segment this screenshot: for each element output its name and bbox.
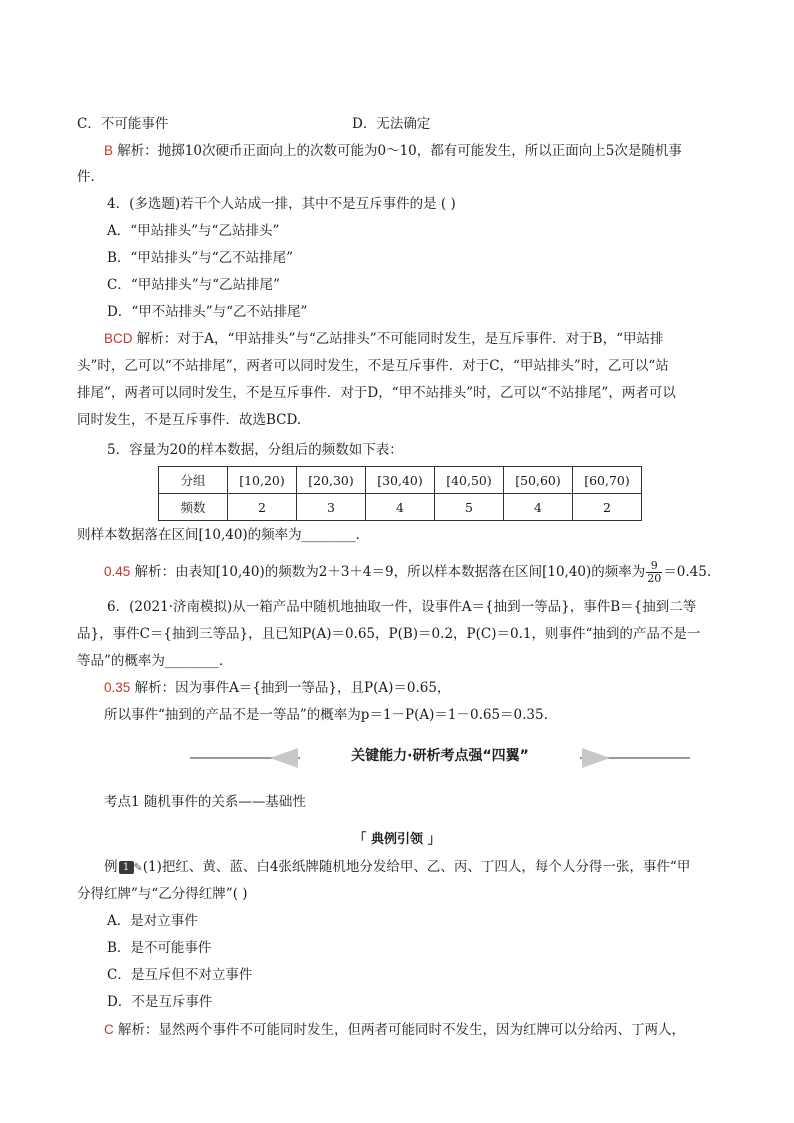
question-6-line-2: 品}，事件C＝{抽到三等品}，且已知P(A)＝0.65，P(B)＝0.2，P(C)＝0.1，则事件“抽到的产品不是一 (77, 626, 701, 642)
answer-key: C (104, 1022, 114, 1037)
question-5-blank: 则样本数据落在区间[10,40)的频率为________． (77, 527, 370, 543)
table-cell: 3 (297, 494, 366, 521)
example-1-line-2: 分得红牌”与“乙分得红牌”( ) (77, 886, 248, 902)
table-cell: [20,30) (297, 467, 366, 494)
example-answer (104, 1021, 685, 1039)
example-option-b: B．是不可能事件 (107, 940, 212, 956)
answer-4-line-4: 同时发生，不是互斥事件．故选BCD. (77, 412, 302, 428)
answer-key: B (104, 143, 114, 158)
pencil-icon: ✎ (133, 860, 143, 874)
answer-key: 0.35 (104, 680, 131, 695)
question-6: 6．(2021·济南模拟)从一箱产品中随机地抽取一件，设事件A＝{抽到一等品}，事件B＝{抽到二等 (107, 599, 697, 615)
fraction (646, 560, 662, 585)
frequency-table (158, 466, 642, 521)
example-label: 例 (104, 859, 118, 875)
question-4: 4．(多选题)若干个人站成一排，其中不是互斥事件的是 ( ) (107, 196, 456, 212)
question-4-option-d: D．“甲不站排头”与“乙不站排尾” (107, 304, 308, 320)
answer-key: 0.45 (104, 564, 131, 579)
option-c: C．不可能事件 (77, 116, 169, 132)
topic-heading: 考点1 随机事件的关系——基础性 (104, 794, 306, 810)
option-d: D．无法确定 (352, 116, 431, 132)
table-cell: 4 (504, 494, 573, 521)
example-1: 例 1 ✎(1)把红、黄、蓝、白4张纸牌随机地分发给甲、乙、丙、丁四人，每个人分得一张，事件“甲 (104, 859, 691, 875)
explanation-text: 解析：抛掷10次硬币正面向上的次数可能为0～10，都有可能发生，所以正面向上5次是随机事 (113, 143, 682, 159)
explanation-cont: 件． (77, 169, 104, 185)
answer-4 (104, 330, 663, 348)
banner-title: 关键能力·研析考点强“四翼” (351, 748, 529, 764)
question-4-option-b: B．“甲站排头”与“乙不站排尾” (107, 250, 294, 266)
table-cell: 2 (228, 494, 297, 521)
table-cell: [60,70) (573, 467, 642, 494)
example-option-d: D．不是互斥事件 (107, 994, 213, 1010)
explanation-text: 解析：显然两个事件不可能同时发生，但两者可能同时不发生，因为红牌可以分给丙、丁两人， (113, 1022, 686, 1038)
table-cell: 4 (366, 494, 435, 521)
table-cell: 2 (573, 494, 642, 521)
answer-4-line-3: 排尾”，两者可以同时发生，不是互斥事件．对于D，“甲不站排头”时，乙可以“不站排尾”，两者可以 (77, 385, 676, 401)
table-cell: [40,50) (435, 467, 504, 494)
table-cell: 5 (435, 494, 504, 521)
table-cell: 频数 (159, 494, 228, 521)
question-4-option-a: A．“甲站排头”与“乙站排头” (107, 223, 280, 239)
answer-5: 0.45 解析：由表知[10,40)的频数为2＋3＋4＝9，所以样本数据落在区间[10,40)的频率为 $\frac{9}{20}$ ＝0.45. (104, 559, 712, 585)
question-4-option-c: C．“甲站排头”与“乙站排尾” (107, 277, 280, 293)
table-row (159, 494, 642, 521)
table-cell: [50,60) (504, 467, 573, 494)
example-option-c: C．是互斥但不对立事件 (107, 967, 253, 983)
example-option-a: A．是对立事件 (107, 913, 198, 929)
table-row (159, 467, 642, 494)
fraction-numerator: 9 (646, 560, 662, 573)
answer-4-line-2: 头”时，乙可以“不站排尾”，两者可以同时发生，不是互斥事件．对于C，“甲站排头”时，乙可以“站 (77, 358, 669, 374)
section-banner (190, 745, 690, 771)
table-cell: 分组 (159, 467, 228, 494)
question-6-line-3: 等品”的概率为________． (77, 653, 233, 669)
table-cell: [10,20) (228, 467, 297, 494)
table-cell: [30,40) (366, 467, 435, 494)
answer-key: BCD (104, 331, 133, 346)
question-5: 5．容量为20的样本数据，分组后的频数如下表： (107, 442, 403, 458)
answer-3 (104, 142, 682, 160)
example-number-badge: 1 (119, 861, 134, 874)
explanation-text: 解析：由表知[10,40)的频数为2＋3＋4＝9，所以样本数据落在区间[10,40)的频率为 (130, 564, 646, 580)
answer-6 (104, 679, 450, 697)
answer-6-line-2: 所以事件“抽到的产品不是一等品”的概率为p＝1－P(A)＝1－0.65＝0.35. (104, 707, 548, 723)
fraction-denominator: 20 (647, 572, 662, 585)
explanation-text: 解析：对于A，“甲站排头”与“乙站排头”不可能同时发生，是互斥事件．对于B，“甲站排 (132, 331, 664, 347)
example-section-heading: 「 典例引领 」 (353, 832, 441, 847)
explanation-text: 解析：因为事件A＝{抽到一等品}，且P(A)＝0.65， (130, 680, 451, 696)
